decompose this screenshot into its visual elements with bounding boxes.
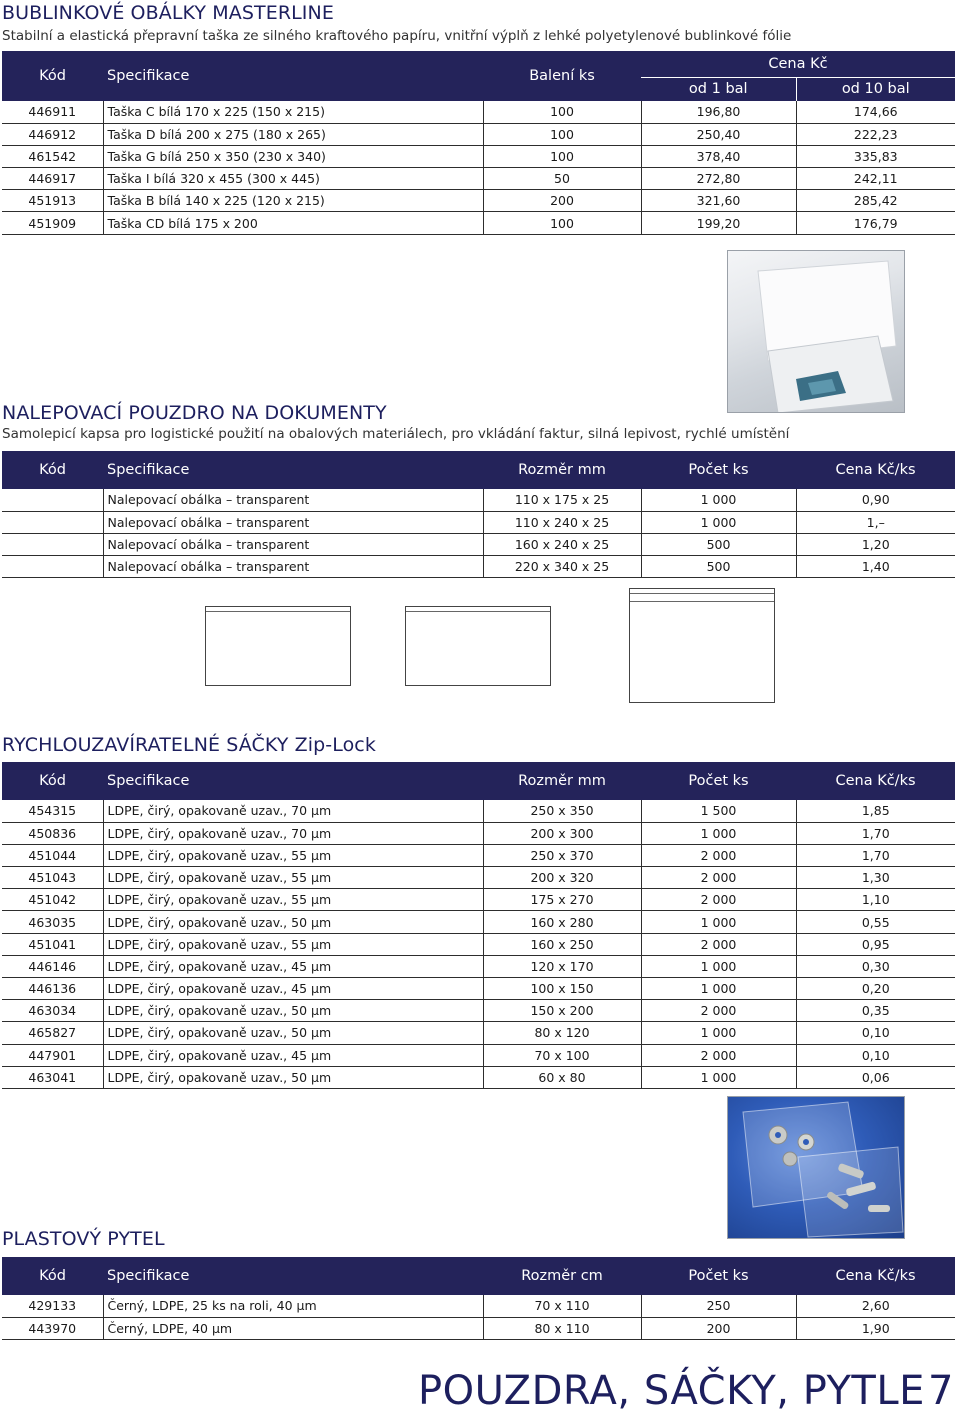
code-cell [2,556,103,578]
value-cell: 2 000 [641,1044,796,1066]
table-row [2,533,955,555]
col-header-price-10: od 10 bal [796,77,955,101]
code-cell [2,511,103,533]
code-cell: 447901 [2,1044,103,1066]
spec-cell: LDPE, čirý, opakovaně uzav., 45 µm [103,1044,483,1066]
value-cell: 1,20 [796,533,955,555]
col-header-price: Cena Kč/ks [796,762,955,800]
code-cell: 443970 [2,1317,103,1339]
spec-cell: Nalepovací obálka – transparent [103,533,483,555]
col-header-count: Počet ks [641,451,796,489]
col-header-pack: Balení ks [483,51,641,101]
spec-cell: Černý, LDPE, 40 µm [103,1317,483,1339]
qty-cell: 110 x 175 x 25 [483,489,641,511]
table-row [2,955,955,977]
code-cell: 463041 [2,1066,103,1088]
table-row [2,489,955,511]
qty-cell: 160 x 250 [483,933,641,955]
value-cell: 272,80 [641,168,796,190]
spec-cell: Nalepovací obálka – transparent [103,489,483,511]
qty-cell: 80 x 120 [483,1022,641,1044]
value-cell: 378,40 [641,145,796,167]
spec-cell: LDPE, čirý, opakovaně uzav., 55 µm [103,867,483,889]
table-row [2,822,955,844]
bubble-envelope-photo [727,250,905,413]
spec-cell: Nalepovací obálka – transparent [103,556,483,578]
qty-cell: 60 x 80 [483,1066,641,1088]
table-row [2,1044,955,1066]
code-cell: 451044 [2,844,103,866]
qty-cell: 50 [483,168,641,190]
section-title-zip-lock: RYCHLOUZAVÍRATELNÉ SÁČKY Zip-Lock [2,734,376,756]
value-cell: 1 000 [641,511,796,533]
spec-cell: LDPE, čirý, opakovaně uzav., 55 µm [103,889,483,911]
col-header-code: Kód [2,451,103,489]
value-cell: 0,90 [796,489,955,511]
qty-cell: 160 x 280 [483,911,641,933]
table-row [2,145,955,167]
code-cell: 446912 [2,123,103,145]
value-cell: 1 000 [641,955,796,977]
spec-cell: LDPE, čirý, opakovaně uzav., 50 µm [103,1022,483,1044]
table-row [2,911,955,933]
col-header-spec: Specifikace [103,1257,483,1295]
col-header-spec: Specifikace [103,51,483,101]
value-cell: 0,10 [796,1044,955,1066]
qty-cell: 175 x 270 [483,889,641,911]
value-cell: 199,20 [641,212,796,234]
value-cell: 2 000 [641,867,796,889]
code-cell: 451909 [2,212,103,234]
value-cell: 1,10 [796,889,955,911]
spec-cell: LDPE, čirý, opakovaně uzav., 45 µm [103,978,483,1000]
value-cell: 0,95 [796,933,955,955]
spec-cell: LDPE, čirý, opakovaně uzav., 50 µm [103,1066,483,1088]
value-cell: 500 [641,533,796,555]
table-row [2,1022,955,1044]
table-row [2,978,955,1000]
value-cell: 321,60 [641,190,796,212]
zip-lock-table [2,762,955,1089]
value-cell: 200 [641,1317,796,1339]
qty-cell: 70 x 100 [483,1044,641,1066]
col-header-spec: Specifikace [103,762,483,800]
qty-cell: 160 x 240 x 25 [483,533,641,555]
qty-cell: 200 x 320 [483,867,641,889]
code-cell: 451043 [2,867,103,889]
value-cell: 176,79 [796,212,955,234]
table-row [2,101,955,123]
qty-cell: 100 [483,212,641,234]
value-cell: 196,80 [641,101,796,123]
code-cell [2,489,103,511]
qty-cell: 150 x 200 [483,1000,641,1022]
col-header-size: Rozměr mm [483,451,641,489]
value-cell: 0,06 [796,1066,955,1088]
code-cell [2,533,103,555]
spec-cell: LDPE, čirý, opakovaně uzav., 70 µm [103,800,483,822]
qty-cell: 110 x 240 x 25 [483,511,641,533]
value-cell: 1,30 [796,867,955,889]
table-row [2,800,955,822]
value-cell: 174,66 [796,101,955,123]
plastic-bag-table [2,1257,955,1340]
col-header-size: Rozměr mm [483,762,641,800]
col-header-price: Cena Kč [641,51,955,77]
table-row [2,1066,955,1088]
spec-cell: Taška B bílá 140 x 225 (120 x 215) [103,190,483,212]
value-cell: 0,10 [796,1022,955,1044]
value-cell: 1 500 [641,800,796,822]
spec-cell: Taška I bílá 320 x 455 (300 x 445) [103,168,483,190]
table-row [2,933,955,955]
value-cell: 335,83 [796,145,955,167]
qty-cell: 250 x 350 [483,800,641,822]
document-pouch-table [2,451,955,578]
code-cell: 446146 [2,955,103,977]
col-header-code: Kód [2,762,103,800]
spec-cell: Černý, LDPE, 25 ks na roli, 40 µm [103,1295,483,1317]
qty-cell: 100 [483,123,641,145]
code-cell: 446911 [2,101,103,123]
table-row [2,190,955,212]
qty-cell: 100 [483,145,641,167]
table-row [2,511,955,533]
col-header-price-1: od 1 bal [641,77,796,101]
table-row [2,867,955,889]
page-footer-title: POUZDRA, SÁČKY, PYTLE [418,1368,925,1414]
spec-cell: Taška CD bílá 175 x 200 [103,212,483,234]
table-row [2,844,955,866]
value-cell: 1 000 [641,1066,796,1088]
qty-cell: 100 [483,101,641,123]
col-header-code: Kód [2,1257,103,1295]
qty-cell: 200 x 300 [483,822,641,844]
value-cell: 0,35 [796,1000,955,1022]
value-cell: 2,60 [796,1295,955,1317]
section-subtitle-document-pouch: Samolepicí kapsa pro logistické použití na obalových materiálech, pro vkládání faktur, silná lepivost, rychlé umístění [2,426,790,442]
code-cell: 451041 [2,933,103,955]
value-cell: 1,– [796,511,955,533]
code-cell: 461542 [2,145,103,167]
value-cell: 250,40 [641,123,796,145]
table-row [2,212,955,234]
code-cell: 450836 [2,822,103,844]
value-cell: 242,11 [796,168,955,190]
spec-cell: Taška G bílá 250 x 350 (230 x 340) [103,145,483,167]
value-cell: 1,70 [796,844,955,866]
spec-cell: LDPE, čirý, opakovaně uzav., 50 µm [103,1000,483,1022]
value-cell: 250 [641,1295,796,1317]
value-cell: 1,40 [796,556,955,578]
value-cell: 500 [641,556,796,578]
qty-cell: 80 x 110 [483,1317,641,1339]
qty-cell: 220 x 340 x 25 [483,556,641,578]
spec-cell: LDPE, čirý, opakovaně uzav., 55 µm [103,844,483,866]
spec-cell: LDPE, čirý, opakovaně uzav., 55 µm [103,933,483,955]
code-cell: 465827 [2,1022,103,1044]
section-title-plastic-bag: PLASTOVÝ PYTEL [2,1228,165,1250]
bubble-envelopes-table [2,51,955,235]
col-header-spec: Specifikace [103,451,483,489]
code-cell: 451913 [2,190,103,212]
table-row [2,1295,955,1317]
spec-cell: Taška D bílá 200 x 275 (180 x 265) [103,123,483,145]
code-cell: 463035 [2,911,103,933]
col-header-price: Cena Kč/ks [796,451,955,489]
code-cell: 451042 [2,889,103,911]
value-cell: 1 000 [641,911,796,933]
value-cell: 1,70 [796,822,955,844]
value-cell: 1,90 [796,1317,955,1339]
code-cell: 446136 [2,978,103,1000]
value-cell: 0,55 [796,911,955,933]
col-header-price: Cena Kč/ks [796,1257,955,1295]
zip-lock-bag-photo [727,1096,905,1239]
qty-cell: 70 x 110 [483,1295,641,1317]
value-cell: 0,30 [796,955,955,977]
spec-cell: LDPE, čirý, opakovaně uzav., 45 µm [103,955,483,977]
table-row [2,556,955,578]
value-cell: 2 000 [641,1000,796,1022]
spec-cell: Taška C bílá 170 x 225 (150 x 215) [103,101,483,123]
section-subtitle-bubble-envelopes: Stabilní a elastická přepravní taška ze silného kraftového papíru, vnitřní výplň z lehké polyetylenové bublinkové fólie [2,28,792,44]
col-header-size: Rozměr cm [483,1257,641,1295]
section-title-document-pouch: NALEPOVACÍ POUZDRO NA DOKUMENTY [2,402,387,424]
value-cell: 2 000 [641,933,796,955]
spec-cell: LDPE, čirý, opakovaně uzav., 70 µm [103,822,483,844]
table-row [2,168,955,190]
value-cell: 0,20 [796,978,955,1000]
qty-cell: 200 [483,190,641,212]
page-number: 7 [928,1368,954,1414]
section-title-bubble-envelopes: BUBLINKOVÉ OBÁLKY MASTERLINE [2,2,334,24]
envelope-illustration-small [205,606,351,686]
value-cell: 1 000 [641,489,796,511]
table-row [2,1000,955,1022]
code-cell: 429133 [2,1295,103,1317]
value-cell: 2 000 [641,889,796,911]
value-cell: 1 000 [641,978,796,1000]
envelope-illustration-medium [405,606,551,686]
code-cell: 454315 [2,800,103,822]
code-cell: 463034 [2,1000,103,1022]
col-header-count: Počet ks [641,762,796,800]
value-cell: 2 000 [641,844,796,866]
value-cell: 1 000 [641,822,796,844]
value-cell: 222,23 [796,123,955,145]
col-header-code: Kód [2,51,103,101]
spec-cell: LDPE, čirý, opakovaně uzav., 50 µm [103,911,483,933]
value-cell: 1 000 [641,1022,796,1044]
qty-cell: 100 x 150 [483,978,641,1000]
table-row [2,1317,955,1339]
table-row [2,889,955,911]
qty-cell: 250 x 370 [483,844,641,866]
col-header-count: Počet ks [641,1257,796,1295]
code-cell: 446917 [2,168,103,190]
qty-cell: 120 x 170 [483,955,641,977]
table-row [2,123,955,145]
value-cell: 285,42 [796,190,955,212]
value-cell: 1,85 [796,800,955,822]
envelope-illustration-large [629,588,775,703]
spec-cell: Nalepovací obálka – transparent [103,511,483,533]
